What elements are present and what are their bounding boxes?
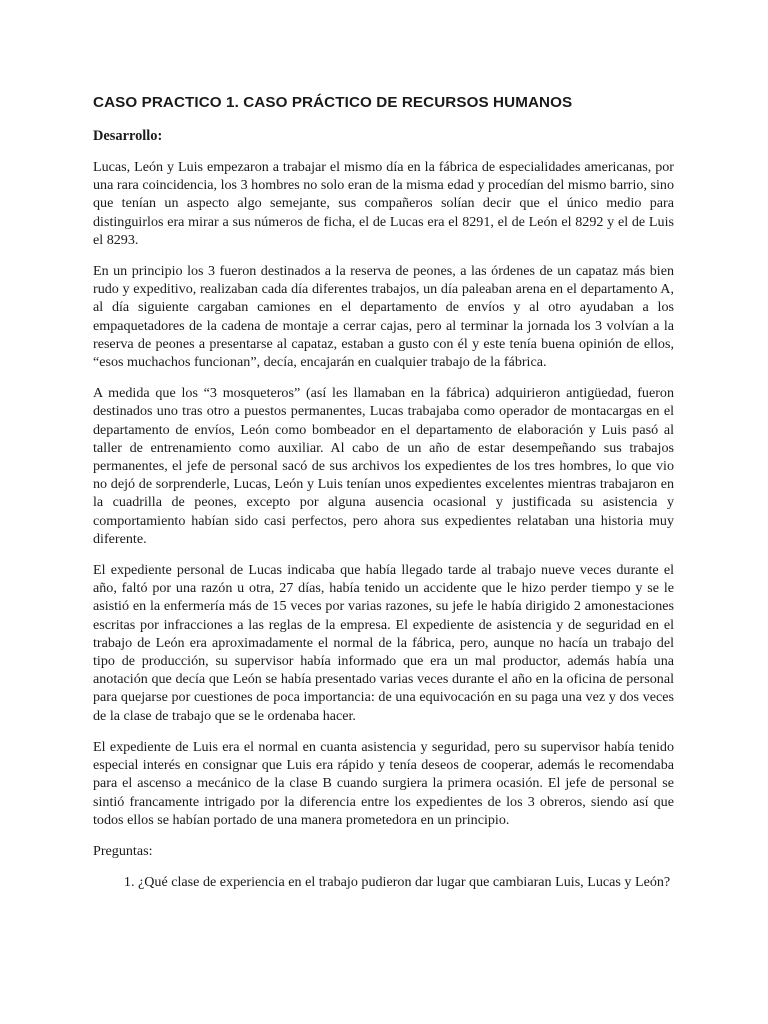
paragraph: A medida que los “3 mosqueteros” (así les llamaban en la fábrica) adquirieron antigüedad, fueron destinados uno tras otro a puestos permanentes, Lucas trabajaba como operador de montacargas en el departamento de envíos, León como bombeador en el departamento de elaboración y Luis pasó al taller de entrenamiento como auxiliar. Al cabo de un año de estar desempeñando sus trabajos permanentes, el jefe de personal sacó de sus archivos los expedientes de los tres hombres, lo que vio no dejó de sorprenderle, Lucas, León y Luis tenían unos expedientes excelentes mientras trabajaron en la cuadrilla de peones, excepto por alguna ausencia ocasional y justificada su asistencia y comportamiento habían sido casi perfectos, pero ahora sus expedientes relataban una historia muy diferente. xyxy=(93,385,674,547)
paragraph: En un principio los 3 fueron destinados a la reserva de peones, a las órdenes de un capataz más bien rudo y expeditivo, realizaban cada día diferentes trabajos, un día paleaban arena en el departamento A, al día siguiente cargaban camiones en el departamento de envíos y al otro ayudaban a los empaquetadores de la cadena de montaje a cerrar cajas, pero al terminar la jornada los 3 volvían a la reserva de peones a presentarse al capataz, estaban a gusto con él y este tenía buena opinión de ellos, “esos muchachos funcionan”, decía, encajarán en cualquier trabajo de la fábrica. xyxy=(93,263,674,371)
section-heading-desarrollo: Desarrollo: xyxy=(93,128,163,144)
question-item: 1. ¿Qué clase de experiencia en el trabajo pudieron dar lugar que cambiaran Luis, Lucas y León? xyxy=(138,873,674,891)
document-title: CASO PRACTICO 1. CASO PRÁCTICO DE RECURSOS HUMANOS xyxy=(93,94,573,111)
questions-list xyxy=(93,873,674,891)
document-page xyxy=(93,94,674,891)
paragraph: Lucas, León y Luis empezaron a trabajar el mismo día en la fábrica de especialidades americanas, por una rara coincidencia, los 3 hombres no solo eran de la misma edad y procedían del mismo barrio, sino que tenían un aspecto algo semejante, sus compañeros solían decir que el único medio para distinguirlos era mirar a sus números de ficha, el de Lucas era el 8291, el de León el 8292 y el de Luis el 8293. xyxy=(93,159,674,248)
questions-label: Preguntas: xyxy=(93,842,153,859)
paragraph: El expediente de Luis era el normal en cuanta asistencia y seguridad, pero su supervisor había tenido especial interés en consignar que Luis era rápido y tenía deseos de cooperar, además le recomendaba para el ascenso a mecánico de la clase B cuando surgiera la primera ocasión. El jefe de personal se sintió francamente intrigado por la diferencia entre los expedientes de los 3 obreros, siendo así que todos ellos se habían portado de una manera prometedora en un principio. xyxy=(93,738,674,828)
paragraph: El expediente personal de Lucas indicaba que había llegado tarde al trabajo nueve veces durante el año, faltó por una razón u otra, 27 días, había tenido un accidente que le hizo perder tiempo y se le asistió en la enfermería más de 15 veces por varias razones, su jefe le había dirigido 2 amonestaciones escritas por infracciones a las reglas de la empresa. El expediente de asistencia y de seguridad en el trabajo de León era aproximadamente el normal de la fábrica, pero, aunque no hacía un trabajo del tipo de producción, su supervisor había informado que era un mal productor, además había una anotación que decía que León se había presentado varias veces durante el año en la oficina de personal para quejarse por cuestiones de poca importancia: de una equivocación en su paga una vez y dos veces de la clase de trabajo que se le ordenaba hacer. xyxy=(93,562,674,724)
